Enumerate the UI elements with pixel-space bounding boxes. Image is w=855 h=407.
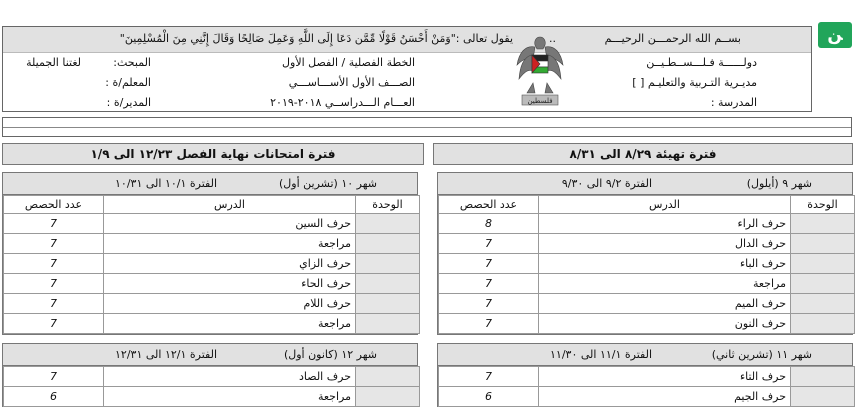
lesson-count: 7 [4,274,104,294]
table-row [4,387,420,407]
unit-cell [791,367,855,387]
table-row [4,367,420,387]
table-row [4,274,420,294]
lesson-table [3,195,420,334]
grade: الصـــف الأول الأســـاســـي [288,76,415,89]
lesson-name: حرف الدال [539,234,791,254]
subject-value: لغتنا الجميلة [26,56,81,69]
unit-cell [356,274,420,294]
lesson-name: حرف الراء [539,214,791,234]
basmala: بســم الله الرحمـــن الرحيـــم [604,32,741,45]
lesson-count: 7 [439,294,539,314]
lesson-name: مراجعة [104,314,356,334]
unit-cell [356,254,420,274]
unit-header: الوحدة [791,196,855,214]
lesson-name: حرف الميم [539,294,791,314]
table-row [4,234,420,254]
range-label: الفترة ١٠/١ الى ١٠/٣١ [115,177,217,190]
lesson-name: حرف النون [539,314,791,334]
lesson-count: 7 [439,314,539,334]
month-header [3,173,417,195]
unit-cell [791,274,855,294]
school-year: العـــام الـــدراســي ٢٠١٨-٢٠١٩ [270,96,415,109]
header-dots: .. [549,32,556,45]
table-row [4,294,420,314]
lesson-name: حرف التاء [539,367,791,387]
period-prep: فترة تهيئة ٨/٢٩ الى ٨/٣١ [433,143,853,165]
unit-cell [791,214,855,234]
lesson-name: مراجعة [104,387,356,407]
teacher-label: المعلم/ة : [105,76,151,89]
month-header [3,344,417,366]
unit-header: الوحدة [356,196,420,214]
unit-cell [791,234,855,254]
palestine-emblem-icon [515,31,565,109]
lesson-header: الدرس [104,196,356,214]
lesson-name: حرف الصاد [104,367,356,387]
table-row [439,214,855,234]
month-block-nov [437,343,853,407]
month-block-dec [2,343,418,407]
lesson-count: 7 [4,234,104,254]
range-label: الفترة ١٢/١ الى ١٢/٣١ [115,348,217,361]
lesson-count: 7 [439,274,539,294]
count-header: عدد الحصص [4,196,104,214]
table-row [4,314,420,334]
table-header-row [4,196,420,214]
lesson-name: حرف الجيم [539,387,791,407]
table-row [439,294,855,314]
table-row [4,214,420,234]
unit-cell [356,367,420,387]
table-row [4,254,420,274]
table-row [439,314,855,334]
plan-title: الخطة الفصلية / الفصل الأول [282,56,415,69]
unit-cell [356,214,420,234]
month-label: شهر ١١ (تشرين ثاني) [711,348,812,361]
lesson-count: 6 [4,387,104,407]
lesson-count: 8 [439,214,539,234]
month-block-oct [2,172,418,335]
unit-cell [356,294,420,314]
lesson-name: حرف الحاء [104,274,356,294]
unit-cell [791,387,855,407]
period-exams: فترة امتحانات نهاية الفصل ١٢/٢٣ الى ١/٩ [2,143,424,165]
app-logo: ﻦ [818,22,852,48]
unit-cell [791,254,855,274]
lesson-count: 7 [4,214,104,234]
state-name: دولــــــة فـلـــســطـيــن [646,56,757,69]
subject-label: المبحث: [113,56,151,69]
lesson-count: 7 [4,314,104,334]
plan-header [2,26,812,112]
lesson-table [438,366,855,407]
lesson-name: مراجعة [104,234,356,254]
lesson-count: 7 [439,234,539,254]
unit-cell [791,294,855,314]
lesson-table [3,366,420,407]
unit-cell [356,234,420,254]
lesson-table [438,195,855,334]
lesson-count: 6 [439,387,539,407]
table-row [439,367,855,387]
unit-cell [356,387,420,407]
table-row [439,234,855,254]
lesson-count: 7 [4,254,104,274]
range-label: الفترة ٩/٢ الى ٩/٣٠ [561,177,652,190]
lesson-count: 7 [4,367,104,387]
lesson-count: 7 [439,254,539,274]
table-row [439,387,855,407]
month-header [438,173,852,195]
emblem-caption: فلسطين [527,97,553,105]
directorate: مديـرية التـربية والتعليـم [ ] [632,76,757,89]
table-header-row [439,196,855,214]
lesson-name: حرف اللام [104,294,356,314]
unit-cell [791,314,855,334]
lesson-count: 7 [439,367,539,387]
lesson-name: حرف الزاي [104,254,356,274]
school-label: المدرسة : [710,96,757,109]
range-label: الفترة ١١/١ الى ١١/٣٠ [550,348,652,361]
quran-verse: يقول تعالى :"وَمَنْ أَحْسَنُ قَوْلًا مِّمَّن دَعَا إِلَى اللَّهِ وَعَمِلَ صَالِحًا وَقَالَ إِنَّنِي مِنَ الْمُسْلِمِينَ" [119,32,513,45]
lesson-name: حرف السين [104,214,356,234]
month-label: شهر ٩ (أيلول) [746,177,812,190]
month-header [438,344,852,366]
blank-band [2,117,852,137]
lesson-header: الدرس [539,196,791,214]
lesson-name: مراجعة [539,274,791,294]
month-label: شهر ١٢ (كانون أول) [283,348,377,361]
month-label: شهر ١٠ (تشرين أول) [278,177,377,190]
table-row [439,274,855,294]
unit-cell [356,314,420,334]
lesson-name: حرف الباء [539,254,791,274]
month-block-sep [437,172,853,335]
lesson-count: 7 [4,294,104,314]
table-row [439,254,855,274]
count-header: عدد الحصص [439,196,539,214]
principal-label: المدير/ة : [106,96,151,109]
